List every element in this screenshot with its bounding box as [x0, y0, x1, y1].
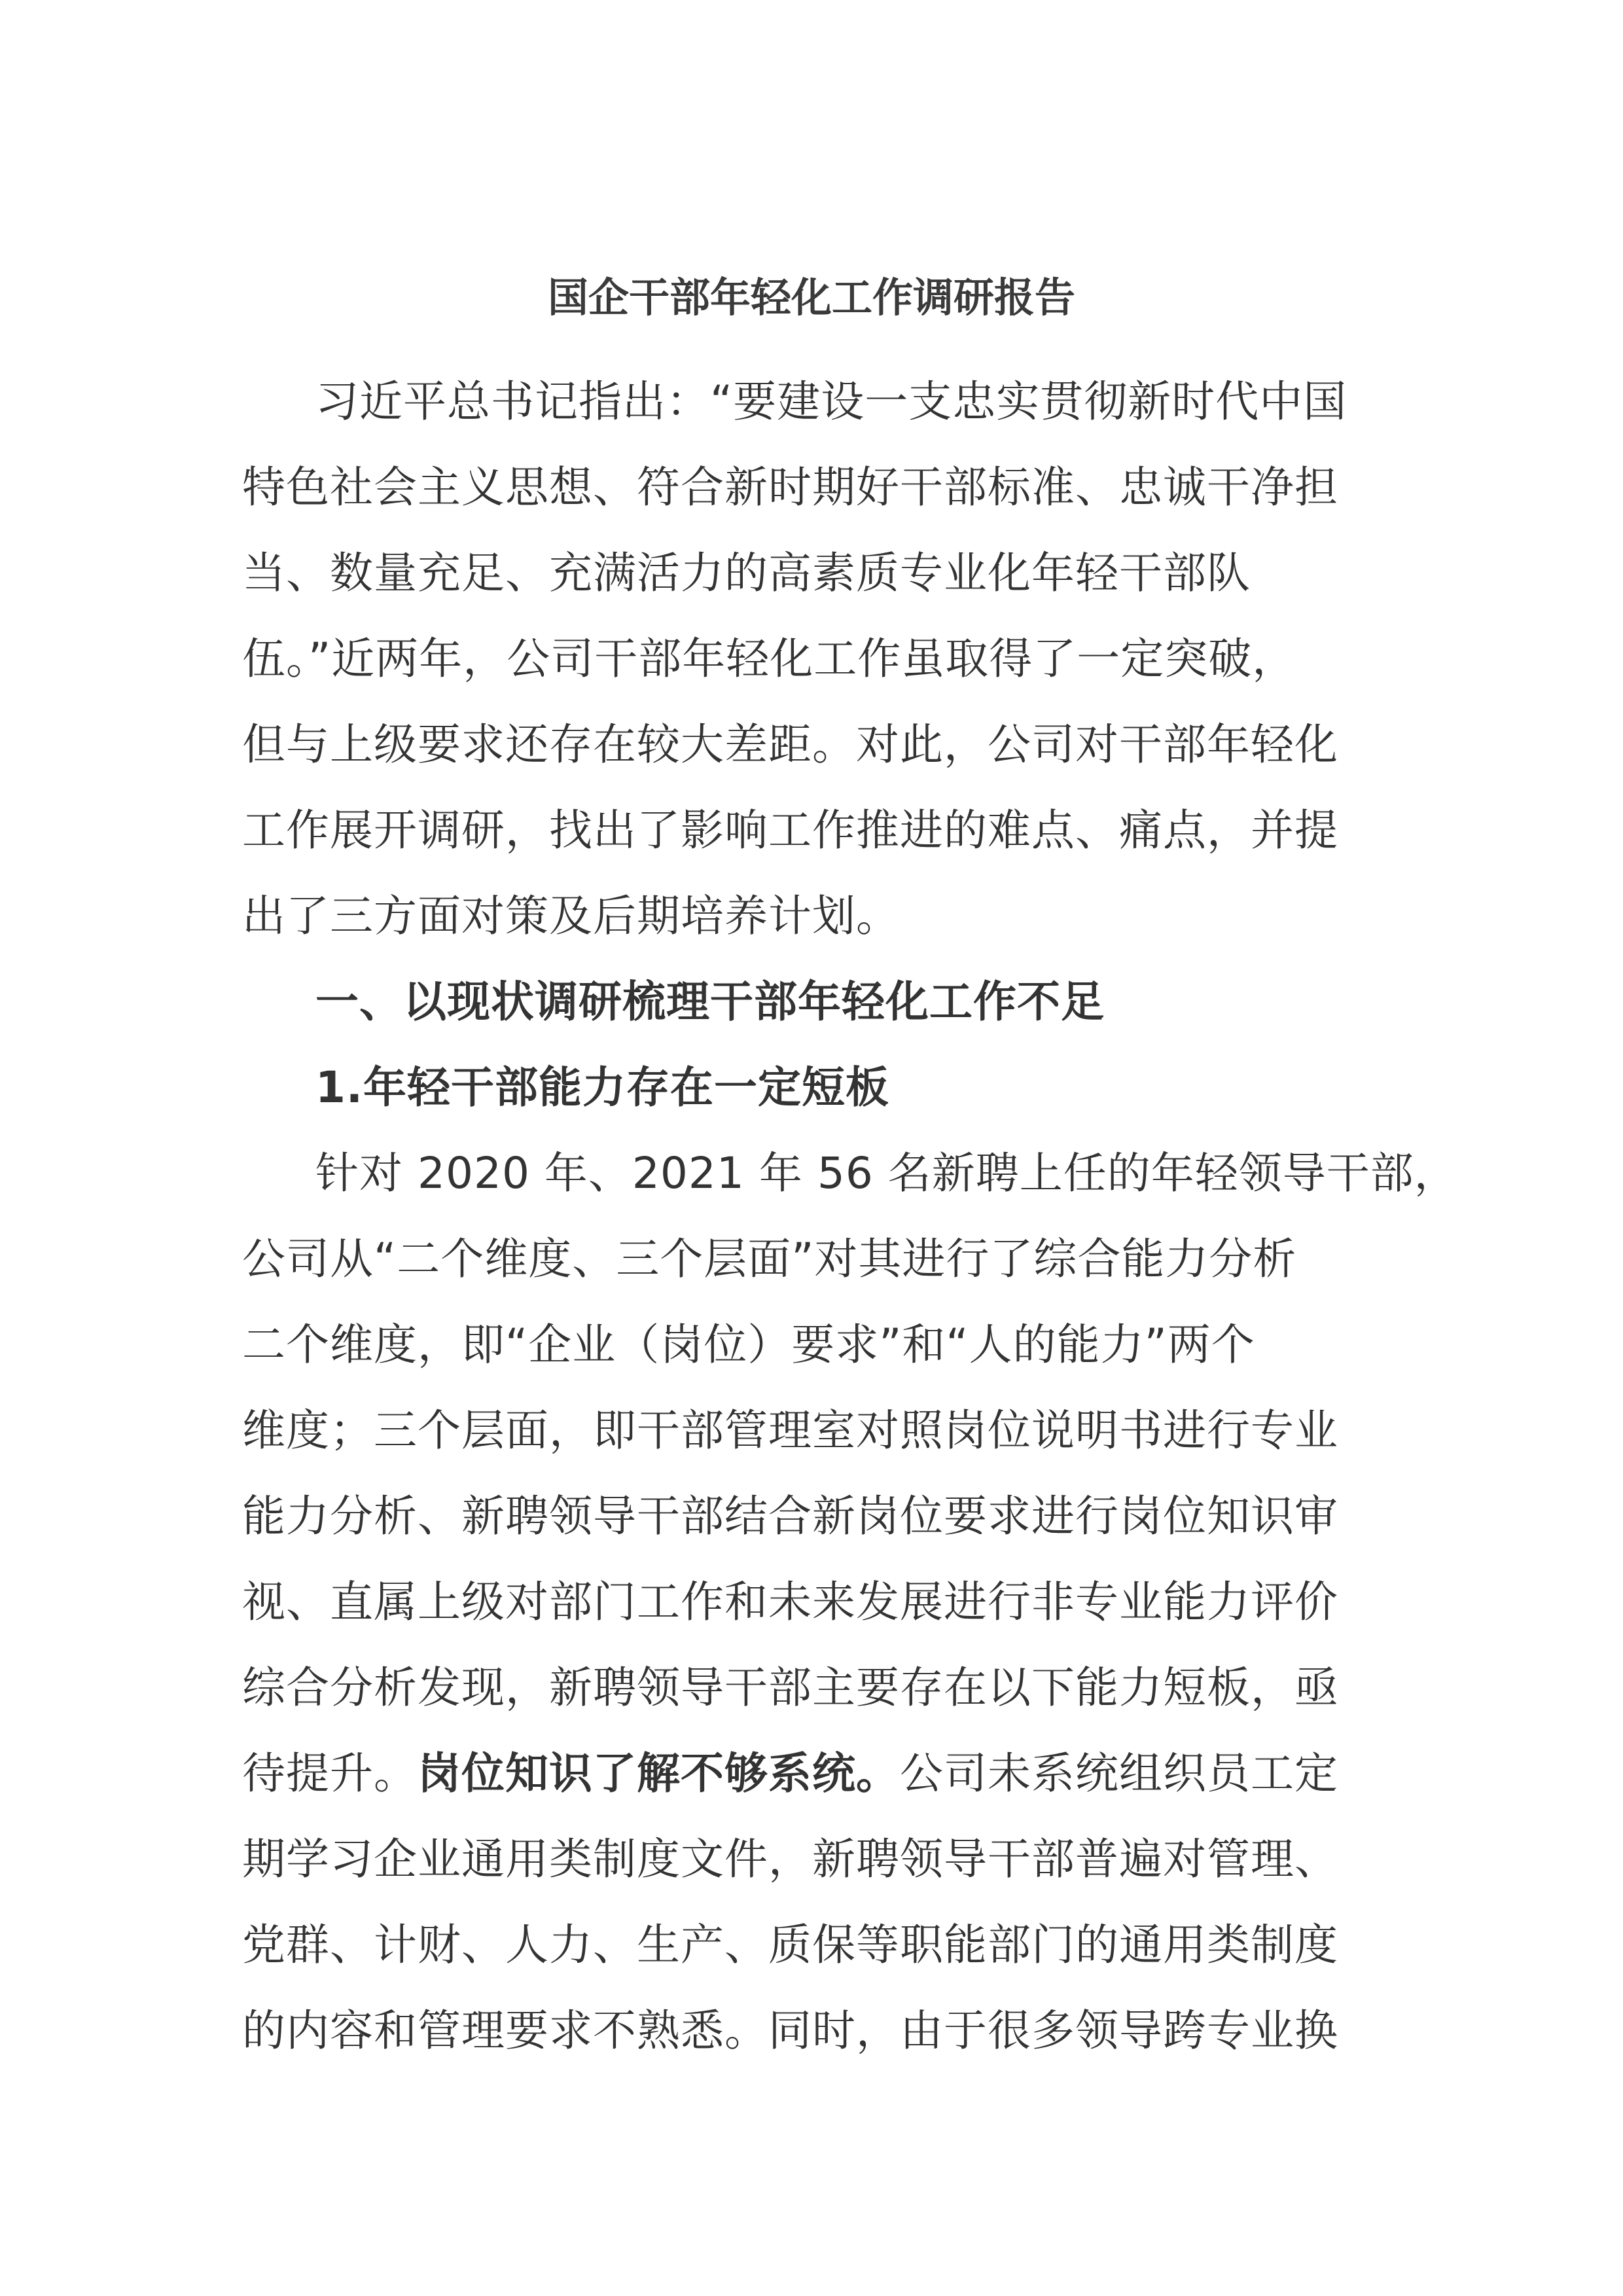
- mixed-line-lead: 待提升。: [242, 1748, 418, 1799]
- paragraph-line: 的内容和管理要求不熟悉。同时，由于很多领导跨专业换: [242, 2005, 1338, 2056]
- paragraph-line: 但与上级要求还存在较大差距。对此，公司对干部年轻化: [242, 719, 1338, 770]
- mixed-line-bold: 岗位知识了解不够系统。: [418, 1748, 900, 1799]
- paragraph-line: 综合分析发现，新聘领导干部主要存在以下能力短板，亟: [242, 1662, 1338, 1713]
- paragraph-line: 维度；三个层面，即干部管理室对照岗位说明书进行专业: [242, 1405, 1338, 1456]
- paragraph-line: 公司从“二个维度、三个层面”对其进行了综合能力分析: [242, 1234, 1297, 1284]
- paragraph-line: 伍。”近两年，公司干部年轻化工作虽取得了一定突破，: [242, 634, 1296, 684]
- paragraph-line: 习近平总书记指出：“要建设一支忠实贯彻新时代中国: [315, 376, 1347, 427]
- document-title: 国企干部年轻化工作调研报告: [547, 274, 1075, 321]
- paragraph-line: 二个维度，即“企业（岗位）要求”和“人的能力”两个: [242, 1319, 1255, 1370]
- section-heading: 一、以现状调研梳理干部年轻化工作不足: [315, 977, 1105, 1027]
- paragraph-line: 针对 2020 年、2021 年 56 名新聘上任的年轻领导干部，: [315, 1148, 1458, 1198]
- subsection-heading: 1.年轻干部能力存在一定短板: [315, 1062, 889, 1113]
- paragraph-line: 能力分析、新聘领导干部结合新岗位要求进行岗位知识审: [242, 1491, 1338, 1541]
- paragraph-line: 当、数量充足、充满活力的高素质专业化年轻干部队: [242, 548, 1251, 598]
- paragraph-line: 期学习企业通用类制度文件，新聘领导干部普遍对管理、: [242, 1834, 1338, 1884]
- paragraph-line-mixed: [242, 1731, 1394, 1816]
- document-body: [242, 359, 1458, 2073]
- paragraph-line: 出了三方面对策及后期培养计划。: [242, 891, 900, 941]
- mixed-line-rest: 公司未系统组织员工定: [900, 1748, 1338, 1799]
- paragraph-line: 工作展开调研，找出了影响工作推进的难点、痛点，并提: [242, 805, 1338, 855]
- paragraph-line: 特色社会主义思想、符合新时期好干部标准、忠诚干净担: [242, 462, 1338, 512]
- paragraph-line: 党群、计财、人力、生产、质保等职能部门的通用类制度: [242, 1920, 1338, 1970]
- paragraph-line: 视、直属上级对部门工作和未来发展进行非专业能力评价: [242, 1577, 1338, 1627]
